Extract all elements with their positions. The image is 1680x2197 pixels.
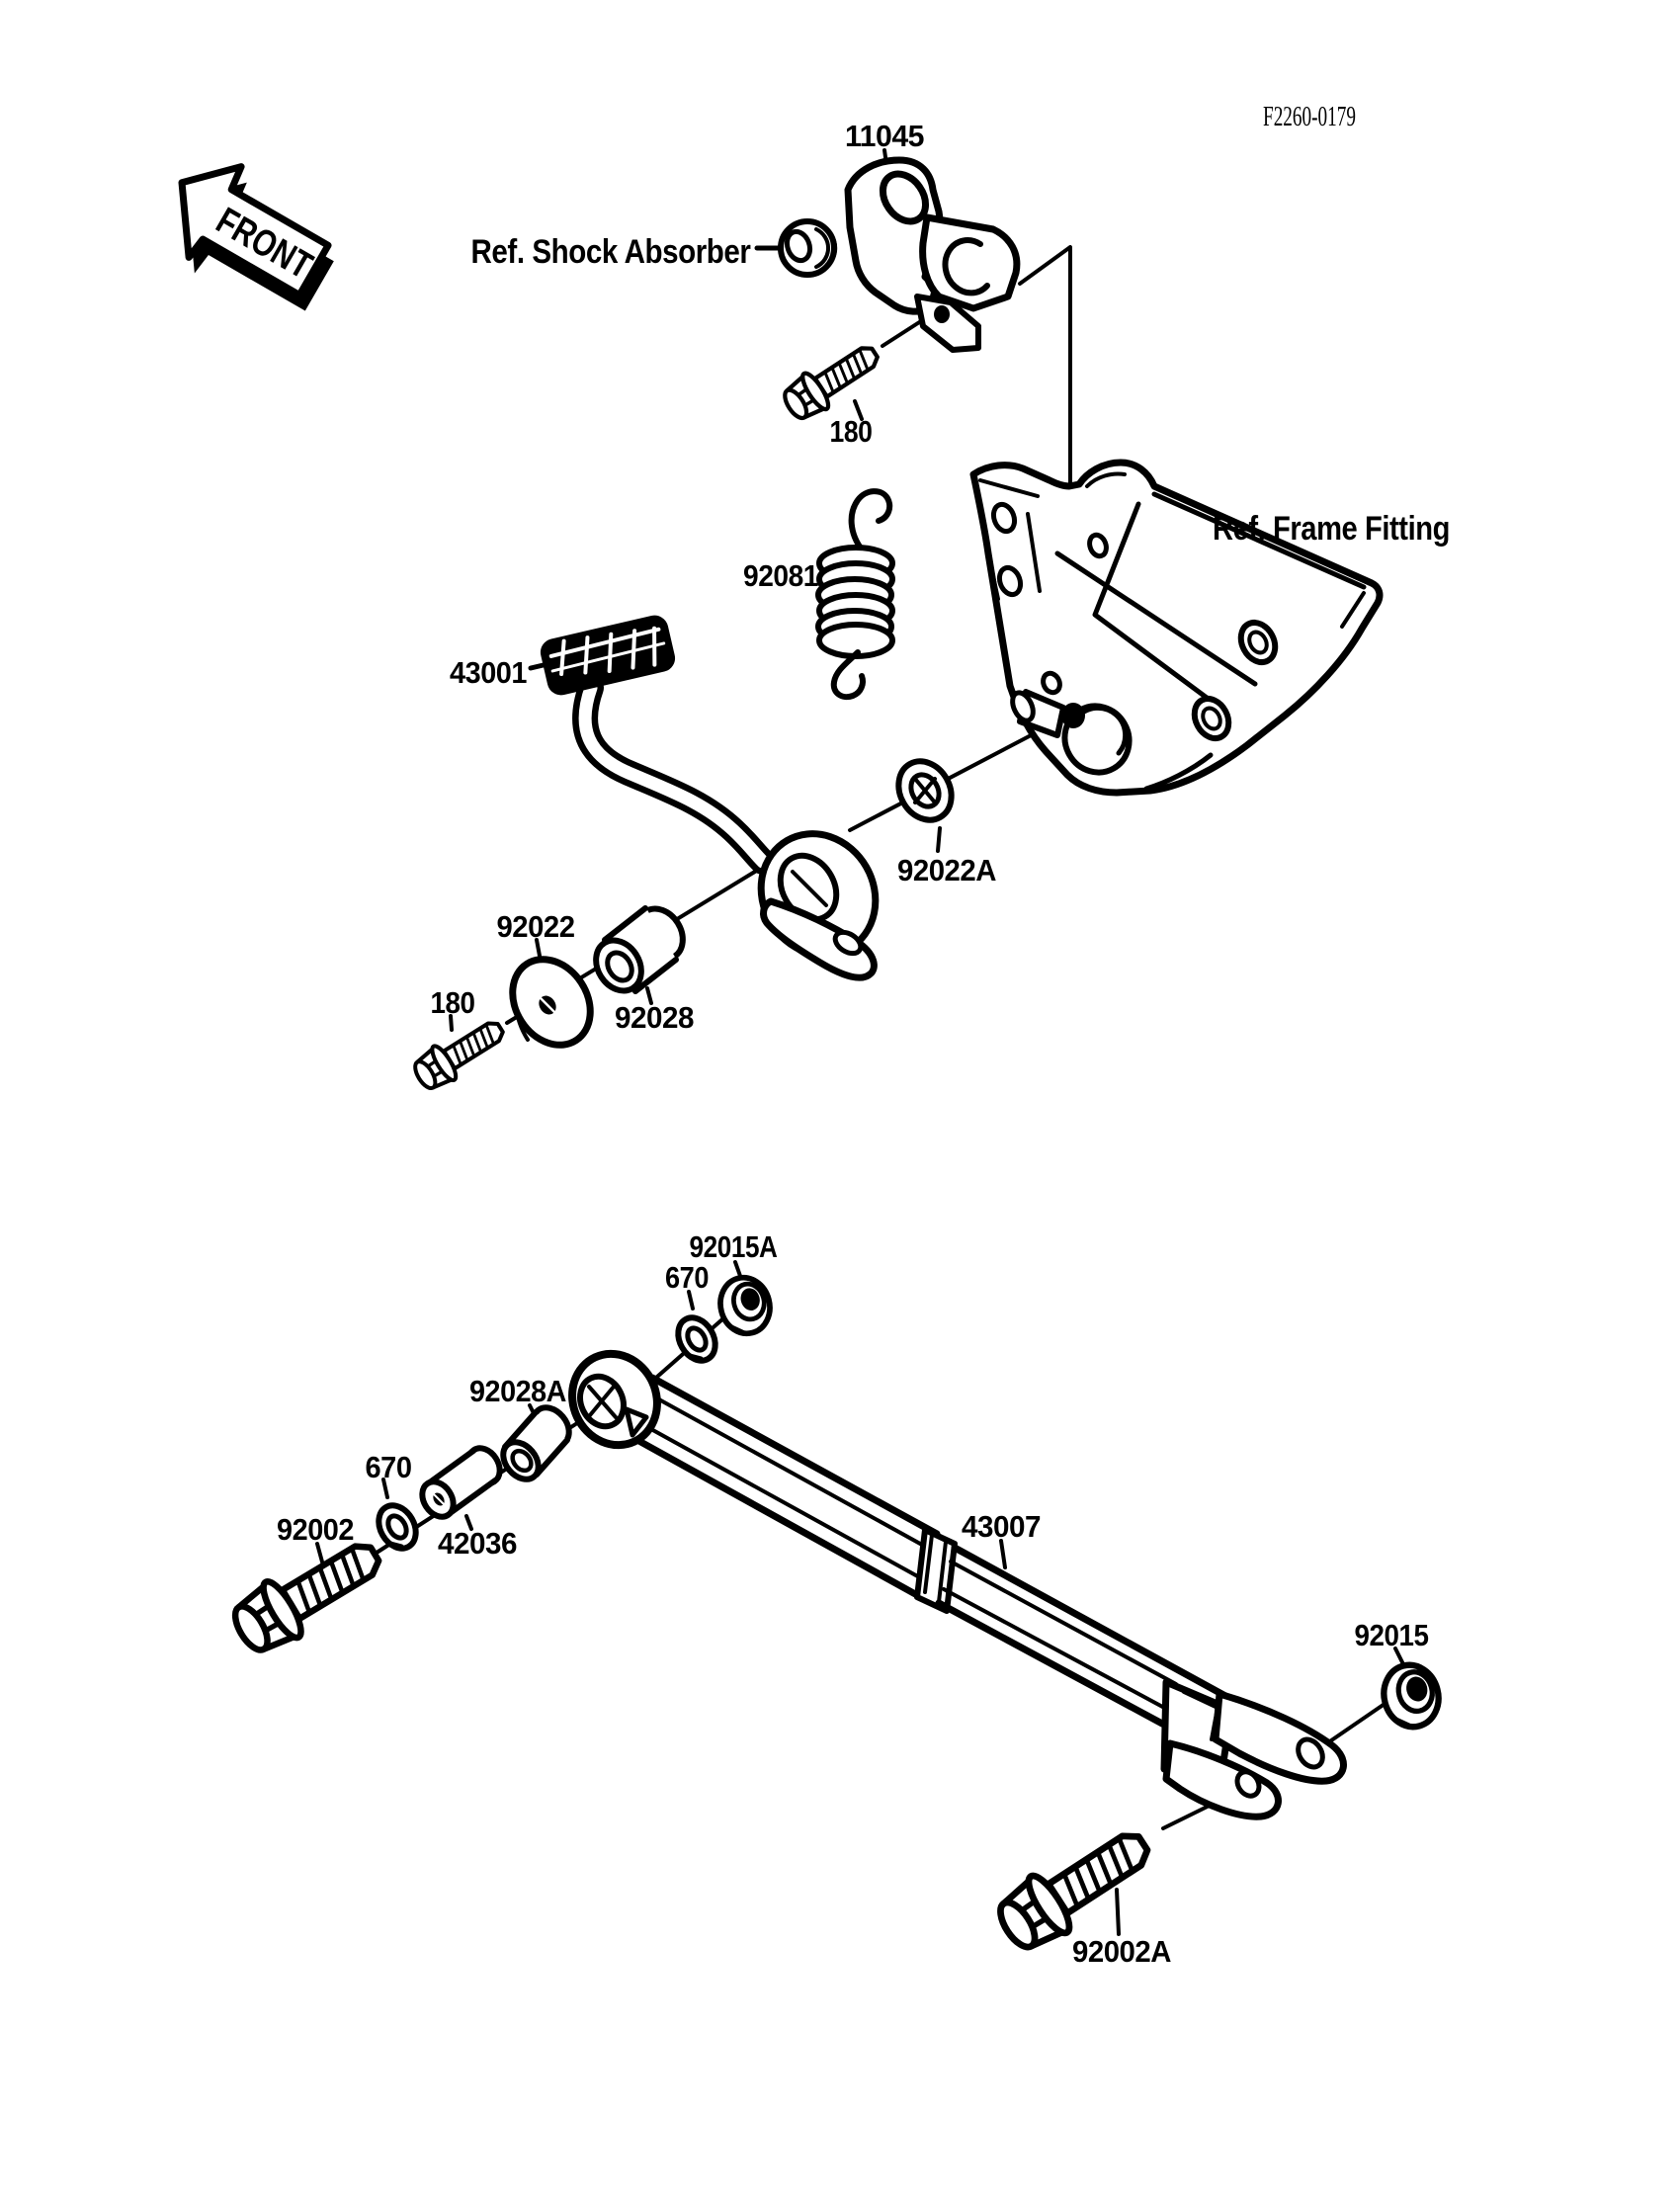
label-42036: 42036 bbox=[438, 1526, 518, 1561]
label-92002: 92002 bbox=[277, 1512, 354, 1547]
label-92002A: 92002A bbox=[1072, 1934, 1172, 1969]
part-43007-torque-link bbox=[557, 1340, 1343, 1817]
label-43001: 43001 bbox=[450, 655, 528, 690]
part-92028A-bushing bbox=[496, 1400, 576, 1485]
part-42036-collar bbox=[416, 1442, 506, 1522]
front-stamp-text: FRONT bbox=[209, 200, 343, 301]
label-92028A: 92028A bbox=[469, 1374, 567, 1408]
label-180-top: 180 bbox=[829, 414, 873, 449]
part-92015A-nut bbox=[714, 1272, 776, 1339]
label-670-top: 670 bbox=[665, 1260, 709, 1295]
label-92022: 92022 bbox=[496, 909, 575, 944]
part-92015-nut bbox=[1377, 1659, 1445, 1733]
label-92022A: 92022A bbox=[897, 853, 997, 887]
label-92015A: 92015A bbox=[689, 1229, 778, 1264]
label-92015: 92015 bbox=[1354, 1618, 1429, 1652]
shock-absorber-grommet bbox=[781, 221, 835, 275]
label-11045: 11045 bbox=[845, 119, 925, 153]
label-180-bottom: 180 bbox=[430, 985, 475, 1020]
label-92081: 92081 bbox=[743, 558, 819, 593]
part-92022A-washer bbox=[888, 752, 962, 830]
part-92002-bolt bbox=[225, 1527, 391, 1662]
part-180-bolt-top bbox=[778, 335, 885, 426]
front-direction-stamp bbox=[146, 145, 352, 331]
part-92028-bushing bbox=[587, 900, 692, 999]
pedal-pad bbox=[541, 615, 676, 695]
part-670-washer-left bbox=[372, 1499, 423, 1556]
label-43007: 43007 bbox=[962, 1509, 1041, 1544]
label-ref-frame-fitting: Ref. Frame Fitting bbox=[1213, 510, 1450, 548]
part-180-bolt-bottom bbox=[409, 1011, 511, 1095]
label-92028: 92028 bbox=[615, 1000, 695, 1035]
part-92022-washer-plate bbox=[497, 945, 606, 1059]
label-670-left: 670 bbox=[365, 1450, 412, 1484]
part-11045-bracket bbox=[848, 160, 1017, 350]
label-ref-shock-absorber: Ref. Shock Absorber bbox=[470, 233, 751, 271]
part-92081-return-spring bbox=[818, 491, 892, 697]
fiche-code: F2260-0179 bbox=[1263, 101, 1356, 132]
